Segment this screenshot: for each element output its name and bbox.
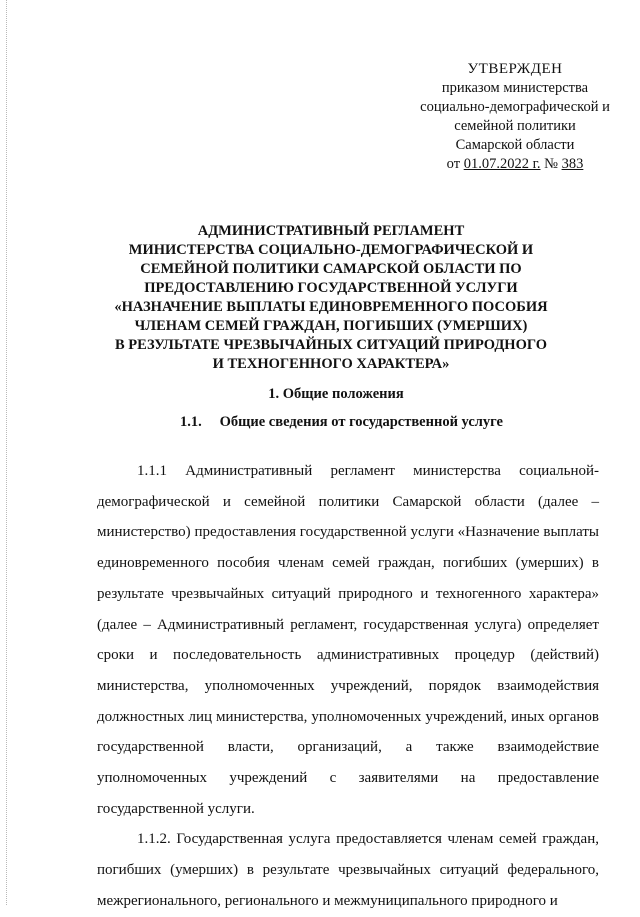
- regulation-title-line-4: ПРЕДОСТАВЛЕНИЮ ГОСУДАРСТВЕННОЙ УСЛУГИ: [144, 280, 518, 296]
- approval-line-1: приказом министерства: [441, 80, 589, 96]
- order-prefix: от: [446, 156, 461, 172]
- order-number: 383: [561, 156, 584, 172]
- regulation-title: [90, 222, 572, 374]
- approval-line-3: семейной политики: [454, 118, 576, 134]
- order-line: [400, 155, 630, 174]
- scan-margin-line: [6, 0, 7, 905]
- approval-title: УТВЕРЖДЕН: [467, 61, 563, 77]
- order-date: 01.07.2022 г.: [463, 156, 541, 172]
- order-number-sign: №: [544, 156, 558, 172]
- approval-line-4: Самарской области: [455, 137, 575, 153]
- body-text: [97, 456, 599, 917]
- subsection-title: [180, 414, 503, 431]
- approval-block: [400, 60, 630, 174]
- regulation-title-line-6: ЧЛЕНАМ СЕМЕЙ ГРАЖДАН, ПОГИБШИХ (УМЕРШИХ): [134, 318, 528, 334]
- regulation-title-line-2: МИНИСТЕРСТВА СОЦИАЛЬНО-ДЕМОГРАФИЧЕСКОЙ И: [128, 242, 534, 258]
- subsection-heading: Общие сведения от государственной услуге: [219, 414, 503, 430]
- regulation-title-line-8: И ТЕХНОГЕННОГО ХАРАКТЕРА»: [212, 356, 450, 372]
- section-title: 1. Общие положения: [268, 386, 404, 402]
- approval-line-2: социально-демографической и: [420, 99, 610, 115]
- paragraph-1-1-2: 1.1.2. Государственная услуга предоставляется членам семей граждан, погибших (умерших) в результате чрезвычайных ситуаций федерального, межрегионального, регионального и межмуниципального природного и: [97, 831, 599, 909]
- regulation-title-line-1: АДМИНИСТРАТИВНЫЙ РЕГЛАМЕНТ: [197, 223, 465, 239]
- regulation-title-line-3: СЕМЕЙНОЙ ПОЛИТИКИ САМАРСКОЙ ОБЛАСТИ ПО: [140, 261, 522, 277]
- subsection-number: 1.1.: [180, 414, 202, 430]
- regulation-title-line-7: В РЕЗУЛЬТАТЕ ЧРЕЗВЫЧАЙНЫХ СИТУАЦИЙ ПРИРОДНОГО: [115, 337, 547, 353]
- paragraph-1-1-1: 1.1.1 Административный регламент министерства социальной-демографической и семейной политики Самарской области (далее – министерство) предоставления государственной услуги «Назначение выплаты единовременного пособия членам семей граждан, погибших (умерших) в результате чрезвычайных ситуаций природного и техногенного характера» (далее – Административный регламент, государственная услуга) определяет сроки и последовательность административных процедур (действий) министерства, уполномоченных учреждений, порядок взаимодействия должностных лиц министерства, уполномоченных учреждений, иных органов государственной власти, организаций, а также взаимодействие уполномоченных учреждений с заявителями на предоставление государственной услуги.: [97, 463, 599, 817]
- regulation-title-line-5: «НАЗНАЧЕНИЕ ВЫПЛАТЫ ЕДИНОВРЕМЕННОГО ПОСОБИЯ: [114, 299, 548, 315]
